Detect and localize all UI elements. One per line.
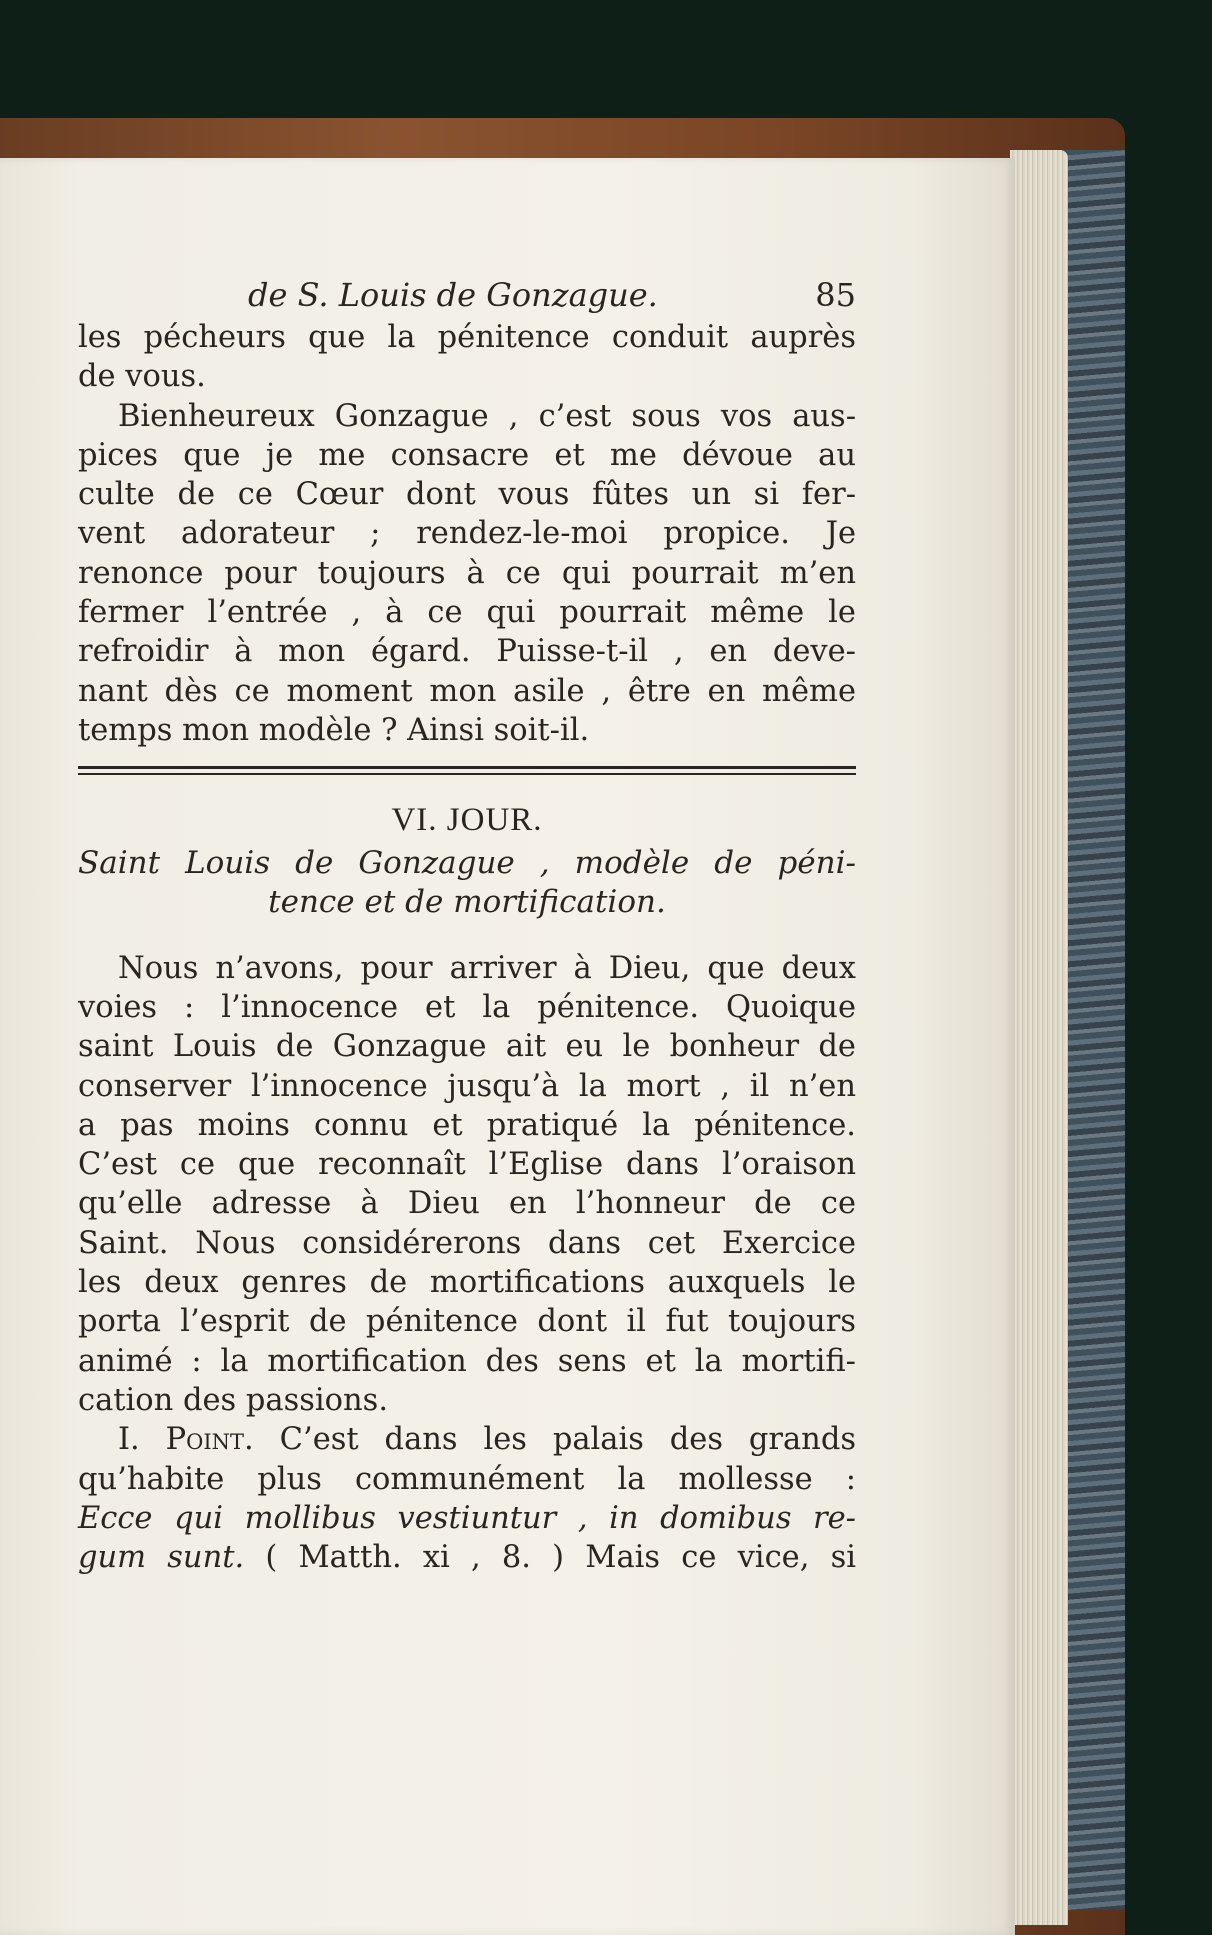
latin-quote: Ecce qui mollibus vestiuntur , in domibus re-	[78, 1500, 856, 1536]
divider-thin	[78, 773, 856, 775]
text-line: cation des passions.	[78, 1382, 389, 1418]
divider-thick	[78, 766, 856, 769]
text-line: renonce pour toujours à ce qui pourrait m’en	[78, 555, 856, 591]
body-paragraph	[78, 949, 856, 1421]
text-line: a pas moins connu et pratiqué la pénitence.	[78, 1107, 856, 1143]
latin-quote-end: gum sunt.	[78, 1540, 245, 1576]
text-line: porta l’esprit de pénitence dont il fut toujours	[78, 1304, 856, 1340]
text-line: les pécheurs que la pénitence conduit auprès	[78, 320, 856, 355]
page-text	[78, 276, 856, 1577]
text-line: conserver l’innocence jusqu’à la mort , il n’en	[78, 1068, 856, 1104]
text-line: de vous.	[78, 359, 206, 395]
citation: ( Matth. xi , 8. )	[265, 1540, 565, 1576]
text-line: qu’elle adresse à Dieu en l’honneur de ce	[78, 1186, 856, 1222]
text-line: nant dès ce moment mon asile , être en même	[78, 673, 856, 709]
text-line: vent adorateur ; rendez-le-moi propice. Je	[78, 516, 856, 552]
text-line: les deux genres de mortifications auxquels le	[78, 1265, 856, 1301]
marbled-edge	[1060, 150, 1125, 1910]
running-head	[78, 276, 856, 318]
point-label: I. Point.	[118, 1422, 254, 1458]
text-line: Saint. Nous considérerons dans cet Exercice	[78, 1225, 856, 1261]
page-edges	[1010, 150, 1068, 1925]
text-line	[78, 1538, 856, 1577]
text-line: culte de ce Cœur dont vous fûtes un si fer-	[78, 477, 856, 513]
text-line: qu’habite plus communément la mollesse :	[78, 1461, 856, 1497]
text-line: voies : l’innocence et la pénitence. Quoique	[78, 989, 856, 1025]
point-first-line: C’est dans les palais des grands	[279, 1422, 856, 1458]
line-end: Mais ce vice, si	[585, 1540, 856, 1576]
running-head-title: de S. Louis de Gonzague.	[248, 276, 658, 314]
text-line: refroidir à mon égard. Puisse-t-il , en deve-	[78, 634, 856, 670]
subtitle-line: tence et de mortification.	[268, 884, 666, 921]
text-line	[78, 1499, 856, 1538]
page-number: 85	[815, 276, 856, 314]
intro-paragraph	[78, 318, 856, 750]
text-line: temps mon modèle ? Ainsi soit-il.	[78, 712, 590, 748]
text-line: Bienheureux Gonzague , c’est sous vos aus-	[118, 398, 856, 434]
book-page	[0, 158, 1015, 1935]
point-paragraph	[78, 1420, 856, 1577]
text-line: Nous n’avons, pour arriver à Dieu, que deux	[118, 950, 856, 986]
text-line	[78, 1420, 856, 1459]
day-title: VI. JOUR.	[391, 801, 543, 838]
text-line: pices que je me consacre et me dévoue au	[78, 437, 856, 473]
subtitle-line: Saint Louis de Gonzague , modèle de péni-	[78, 845, 856, 882]
text-line: saint Louis de Gonzague ait eu le bonheur de	[78, 1029, 856, 1065]
text-line: C’est ce que reconnaît l’Eglise dans l’oraison	[78, 1147, 856, 1183]
text-line: animé : la mortification des sens et la mortifi-	[78, 1343, 856, 1379]
section-divider	[78, 766, 856, 775]
text-line: fermer l’entrée , à ce qui pourrait même le	[78, 595, 856, 631]
section-subtitle	[78, 844, 856, 923]
